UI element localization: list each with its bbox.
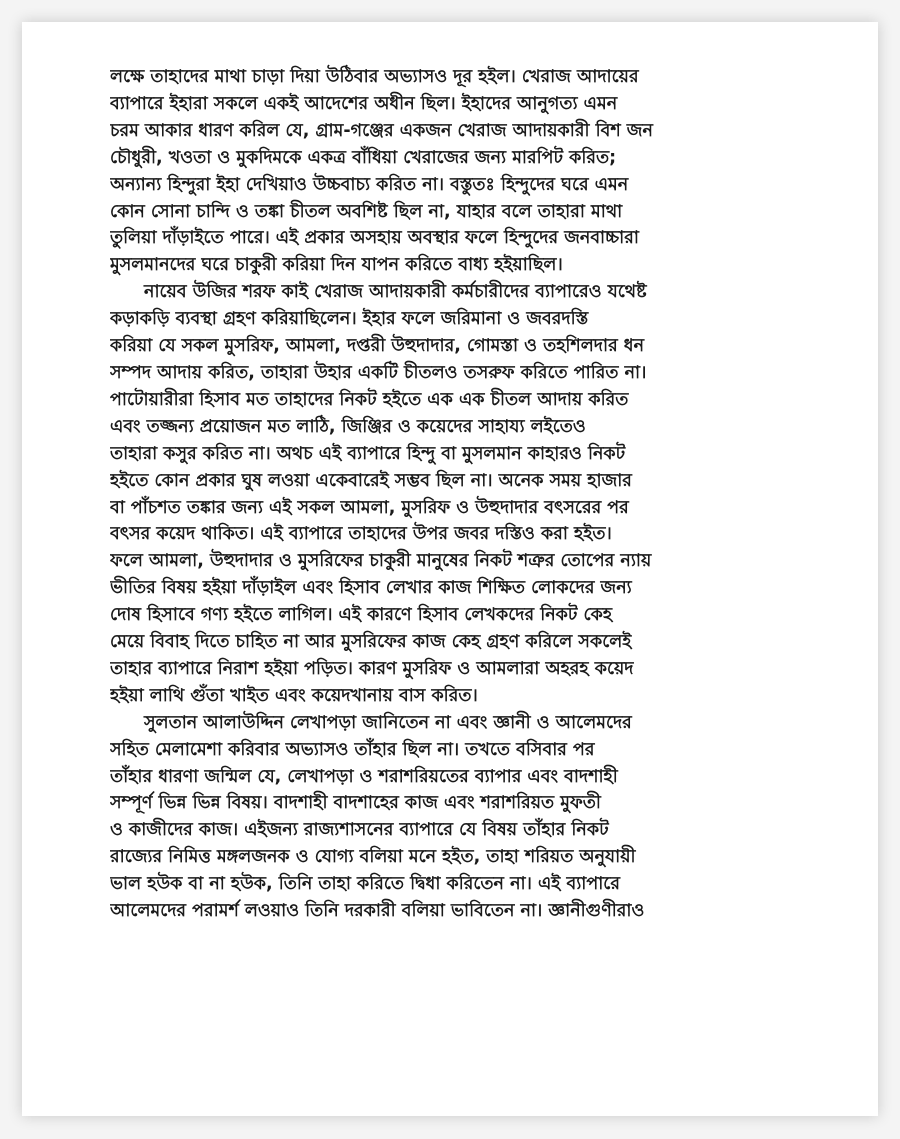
paragraph-start-line: নায়েব উজির শরফ কাই খেরাজ আদায়কারী কর্মচারীদের ব্যাপারেও যথেষ্ট — [144, 282, 647, 303]
text-line: করিয়া যে সকল মুসরিফ, আমলা, দপ্তরী উহুদাদার, গোমস্তা ও তহশিলদার ধন — [110, 336, 645, 357]
text-line: অন্যান্য হিন্দুরা ইহা দেখিয়াও উচ্চবাচ্য করিত না। বস্তুতঃ হিন্দুদের ঘরে এমন — [110, 174, 629, 195]
text-line: হইতে কোন প্রকার ঘুষ লওয়া একেবারেই সম্ভব ছিল না। অনেক সময় হাজার — [110, 470, 632, 491]
text-line: রাজ্যের নিমিত্ত মঙ্গলজনক ও যোগ্য বলিয়া মনে হইত, তাহা শরিয়ত অনুযায়ী — [110, 847, 636, 868]
text-line: এবং তজ্জন্য প্রয়োজন মত লাঠি, জিঞ্জির ও কয়েদের সাহায্য লইতেও — [110, 416, 586, 437]
text-line: সম্পদ আদায় করিত, তাহারা উহার একটি চীতলও তসরুফ করিতে পারিত না। — [110, 362, 647, 383]
text-line: কড়াকড়ি ব্যবস্থা গ্রহণ করিয়াছিলেন। ইহার ফলে জরিমানা ও জবরদস্তি — [110, 309, 589, 330]
text-line: মেয়ে বিবাহ দিতে চাহিত না আর মুসরিফের কাজ কেহ গ্রহণ করিলে সকলেই — [110, 632, 632, 653]
text-line: ফলে আমলা, উহুদাদার ও মুসরিফের চাকুরী মানুষের নিকট শত্রুর তোপের ন্যায় — [110, 551, 652, 572]
text-line: বা পাঁচশত তঙ্কার জন্য এই সকল আমলা, মুসরিফ ও উহুদাদার বৎসরের পর — [110, 497, 629, 518]
text-line: তাহার ব্যাপারে নিরাশ হইয়া পড়িত। কারণ মুসরিফ ও আমলারা অহরহ কয়েদ — [110, 658, 634, 679]
text-line: দোষ হিসাবে গণ্য হইতে লাগিল। এই কারণে হিসাব লেখকদের নিকট কেহ — [110, 605, 613, 626]
text-line: সহিত মেলামেশা করিবার অভ্যাসও তাঁহার ছিল না। তখতে বসিবার পর — [110, 739, 595, 760]
text-line: ব্যাপারে ইহারা সকলে একই আদেশের অধীন ছিল। ইহাদের আনুগত্য এমন — [110, 93, 618, 114]
text-line: হইয়া লাথি গুঁতা খাইত এবং কয়েদখানায় বাস করিত। — [110, 685, 478, 706]
text-line: ও কাজীদের কাজ। এইজন্য রাজ্যশাসনের ব্যাপারে যে বিষয় তাঁহার নিকট — [110, 820, 609, 841]
text-line: পাটোয়ারীরা হিসাব মত তাহাদের নিকট হইতে এক এক চীতল আদায় করিত — [110, 389, 629, 410]
text-line: কোন সোনা চান্দি ও তঙ্কা চীতল অবশিষ্ট ছিল না, যাহার বলে তাহারা মাথা — [110, 201, 623, 222]
text-line: চরম আকার ধারণ করিল যে, গ্রাম-গঞ্জের একজন খেরাজ আদায়কারী বিশ জন — [110, 120, 653, 141]
text-line: লক্ষে তাহাদের মাথা চাড়া দিয়া উঠিবার অভ্যাসও দূর হইল। খেরাজ আদায়ের — [110, 67, 639, 87]
text-line: আলেমদের পরামর্শ লওয়াও তিনি দরকারী বলিয়া ভাবিতেন না। জ্ঞানীগুণীরাও — [110, 901, 645, 922]
page-text — [110, 64, 794, 925]
paragraph-start-line: সুলতান আলাউদ্দিন লেখাপড়া জানিতেন না এবং জ্ঞানী ও আলেমদের — [144, 712, 632, 733]
text-line: ভীতির বিষয় হইয়া দাঁড়াইল এবং হিসাব লেখার কাজ শিক্ষিত লোকদের জন্য — [110, 578, 632, 599]
text-line: বৎসর কয়েদ থাকিত। এই ব্যাপারে তাহাদের উপর জবর দস্তিও করা হইত। — [110, 524, 612, 545]
text-line: তুলিয়া দাঁড়াইতে পারে। এই প্রকার অসহায় অবস্থার ফলে হিন্দুদের জনবাচ্চারা — [110, 228, 639, 249]
text-line: তাঁহার ধারণা জন্মিল যে, লেখাপড়া ও শরাশরিয়তের ব্যাপার এবং বাদশাহী — [110, 766, 618, 787]
text-line: চৌধুরী, খওতা ও মুকদিমকে একত্র বাঁধিয়া খেরাজের জন্য মারপিট করিত; — [110, 147, 617, 168]
text-line: ভাল হউক বা না হউক, তিনি তাহা করিতে দ্বিধা করিতেন না। এই ব্যাপারে — [110, 874, 620, 895]
text-line: তাহারা কসুর করিত না। অথচ এই ব্যাপারে হিন্দু বা মুসলমান কাহারও নিকট — [110, 443, 626, 464]
text-line: সম্পূর্ণ ভিন্ন ভিন্ন বিষয়। বাদশাহী বাদশাহের কাজ এবং শরাশরিয়ত মুফতী — [110, 793, 601, 814]
text-line: মুসলমানদের ঘরে চাকুরী করিয়া দিন যাপন করিতে বাধ্য হইয়াছিল। — [110, 255, 563, 276]
document-page — [22, 22, 878, 1116]
